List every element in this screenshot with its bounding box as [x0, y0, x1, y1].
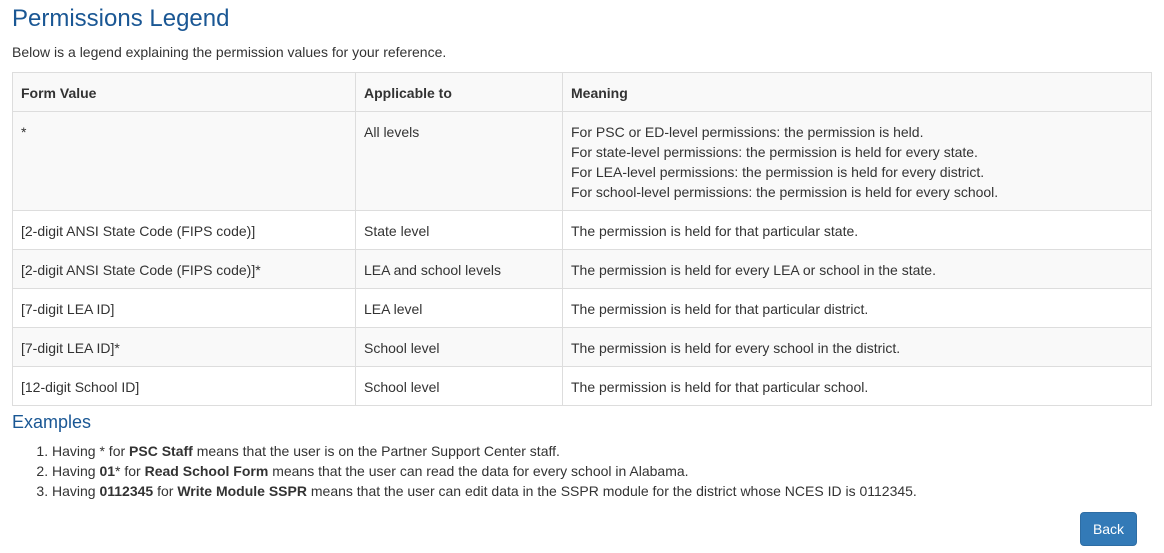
- list-item: [52, 461, 917, 481]
- header-meaning: Meaning: [563, 73, 1152, 112]
- intro-text: Below is a legend explaining the permission values for your reference.: [12, 44, 447, 60]
- examples-title: Examples: [12, 412, 92, 432]
- header-applicable-to: Applicable to: [356, 73, 563, 112]
- cell-applicable-to: School level: [356, 367, 563, 406]
- example-bold: 01: [99, 463, 116, 479]
- cell-applicable-to: LEA level: [356, 289, 563, 328]
- example-text: means that the user can read the data for every school in Alabama.: [268, 463, 689, 479]
- example-text: Having * for: [52, 443, 130, 459]
- header-form-value: Form Value: [13, 73, 356, 112]
- example-text: means that the user can edit data in the SSPR module for the district whose NCES ID is 0112345.: [306, 483, 917, 499]
- table-row: [13, 250, 1152, 289]
- cell-form-value: [7-digit LEA ID]*: [13, 328, 356, 367]
- cell-form-value: [2-digit ANSI State Code (FIPS code)]: [13, 211, 356, 250]
- cell-form-value: [12-digit School ID]: [13, 367, 356, 406]
- list-item: [52, 481, 917, 501]
- cell-meaning: The permission is held for every LEA or school in the state.: [563, 250, 1152, 289]
- back-button[interactable]: Back: [1080, 512, 1137, 546]
- table-row: [13, 289, 1152, 328]
- examples-list: [12, 441, 917, 501]
- table-row: [13, 112, 1152, 211]
- meaning-line: For school-level permissions: the permission is held for every school.: [571, 184, 999, 200]
- table-row: [13, 367, 1152, 406]
- cell-applicable-to: LEA and school levels: [356, 250, 563, 289]
- page-title: Permissions Legend: [12, 5, 230, 32]
- example-text: * for: [115, 463, 145, 479]
- list-item: [52, 441, 917, 461]
- example-bold: PSC Staff: [129, 443, 193, 459]
- example-text: for: [153, 483, 178, 499]
- cell-applicable-to: State level: [356, 211, 563, 250]
- example-text: Having: [52, 483, 100, 499]
- cell-form-value: [2-digit ANSI State Code (FIPS code)]*: [13, 250, 356, 289]
- cell-meaning: The permission is held for that particular state.: [563, 211, 1152, 250]
- cell-applicable-to: School level: [356, 328, 563, 367]
- table-header-row: [13, 73, 1152, 112]
- example-bold: Write Module SSPR: [177, 483, 307, 499]
- example-bold: 0112345: [99, 483, 154, 499]
- example-text: Having: [52, 463, 100, 479]
- permissions-legend-table: [12, 72, 1152, 406]
- cell-meaning: The permission is held for that particular district.: [563, 289, 1152, 328]
- table-row: [13, 328, 1152, 367]
- meaning-line: For PSC or ED-level permissions: the permission is held.: [571, 124, 924, 140]
- cell-meaning: The permission is held for that particular school.: [563, 367, 1152, 406]
- example-text: means that the user is on the Partner Support Center staff.: [192, 443, 560, 459]
- table-row: [13, 211, 1152, 250]
- meaning-line: For state-level permissions: the permission is held for every state.: [571, 144, 978, 160]
- meaning-line: For LEA-level permissions: the permission is held for every district.: [571, 164, 985, 180]
- cell-form-value: [7-digit LEA ID]: [13, 289, 356, 328]
- cell-meaning: [563, 112, 1152, 211]
- cell-meaning: The permission is held for every school in the district.: [563, 328, 1152, 367]
- cell-applicable-to: All levels: [356, 112, 563, 211]
- example-bold: Read School Form: [144, 463, 269, 479]
- cell-form-value: *: [13, 112, 356, 211]
